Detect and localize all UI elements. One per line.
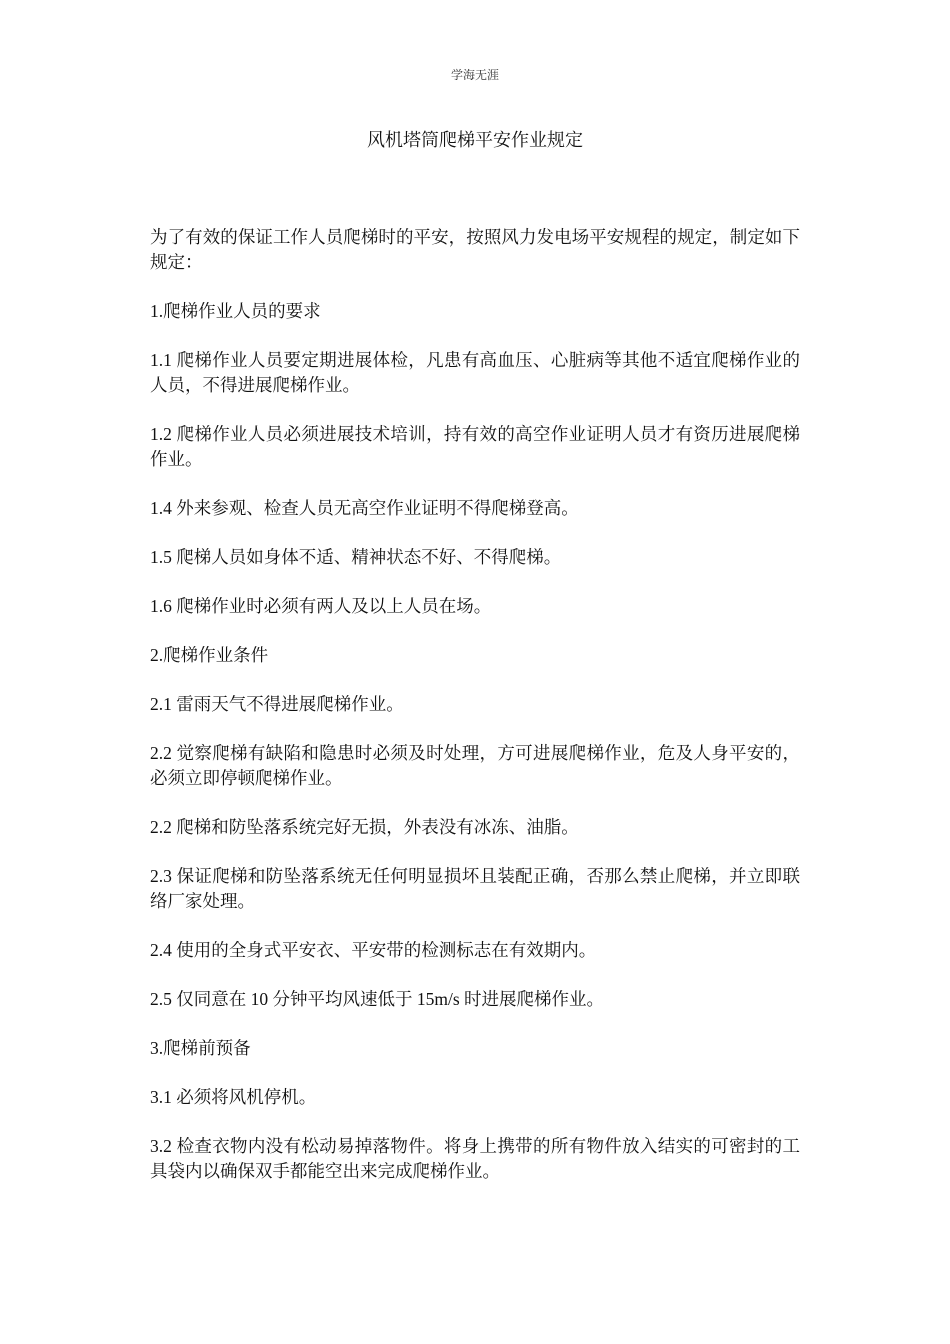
paragraph-2-2a: 2.2 觉察爬梯有缺陷和隐患时必须及时处理，方可进展爬梯作业，危及人身平安的，必须立即停顿爬梯作业。 [150, 743, 800, 788]
paragraph-1-6: 1.6 爬梯作业时必须有两人及以上人员在场。 [150, 596, 492, 616]
page-header: 学海无涯 [450, 68, 499, 82]
intro-paragraph: 为了有效的保证工作人员爬梯时的平安，按照风力发电场平安规程的规定，制定如下规定： [150, 227, 800, 272]
paragraph-1-5: 1.5 爬梯人员如身体不适、精神状态不好、不得爬梯。 [150, 547, 562, 567]
paragraph-2-4: 2.4 使用的全身式平安衣、平安带的检测标志在有效期内。 [150, 940, 597, 960]
section-heading-3: 3.爬梯前预备 [150, 1038, 251, 1058]
section-heading-2: 2.爬梯作业条件 [150, 645, 269, 665]
paragraph-2-2b: 2.2 爬梯和防坠落系统完好无损，外表没有冰冻、油脂。 [150, 817, 579, 837]
paragraph-3-1: 3.1 必须将风机停机。 [150, 1087, 317, 1107]
paragraph-3-2: 3.2 检查衣物内没有松动易掉落物件。将身上携带的所有物件放入结实的可密封的工具袋内以确保双手都能空出来完成爬梯作业。 [150, 1136, 800, 1181]
paragraph-2-1: 2.1 雷雨天气不得进展爬梯作业。 [150, 694, 404, 714]
paragraph-1-2: 1.2 爬梯作业人员必须进展技术培训，持有效的高空作业证明人员才有资历进展爬梯作业。 [150, 424, 800, 469]
document-body [150, 225, 800, 1208]
paragraph-1-1: 1.1 爬梯作业人员要定期进展体检，凡患有高血压、心脏病等其他不适宜爬梯作业的人员，不得进展爬梯作业。 [150, 350, 800, 395]
section-heading-1: 1.爬梯作业人员的要求 [150, 301, 321, 321]
document-title: 风机塔筒爬梯平安作业规定 [367, 130, 583, 150]
paragraph-1-4: 1.4 外来参观、检查人员无高空作业证明不得爬梯登高。 [150, 498, 579, 518]
paragraph-2-3: 2.3 保证爬梯和防坠落系统无任何明显损坏且装配正确，否那么禁止爬梯，并立即联络厂家处理。 [150, 866, 800, 911]
paragraph-2-5: 2.5 仅同意在 10 分钟平均风速低于 15m/s 时进展爬梯作业。 [150, 989, 605, 1009]
